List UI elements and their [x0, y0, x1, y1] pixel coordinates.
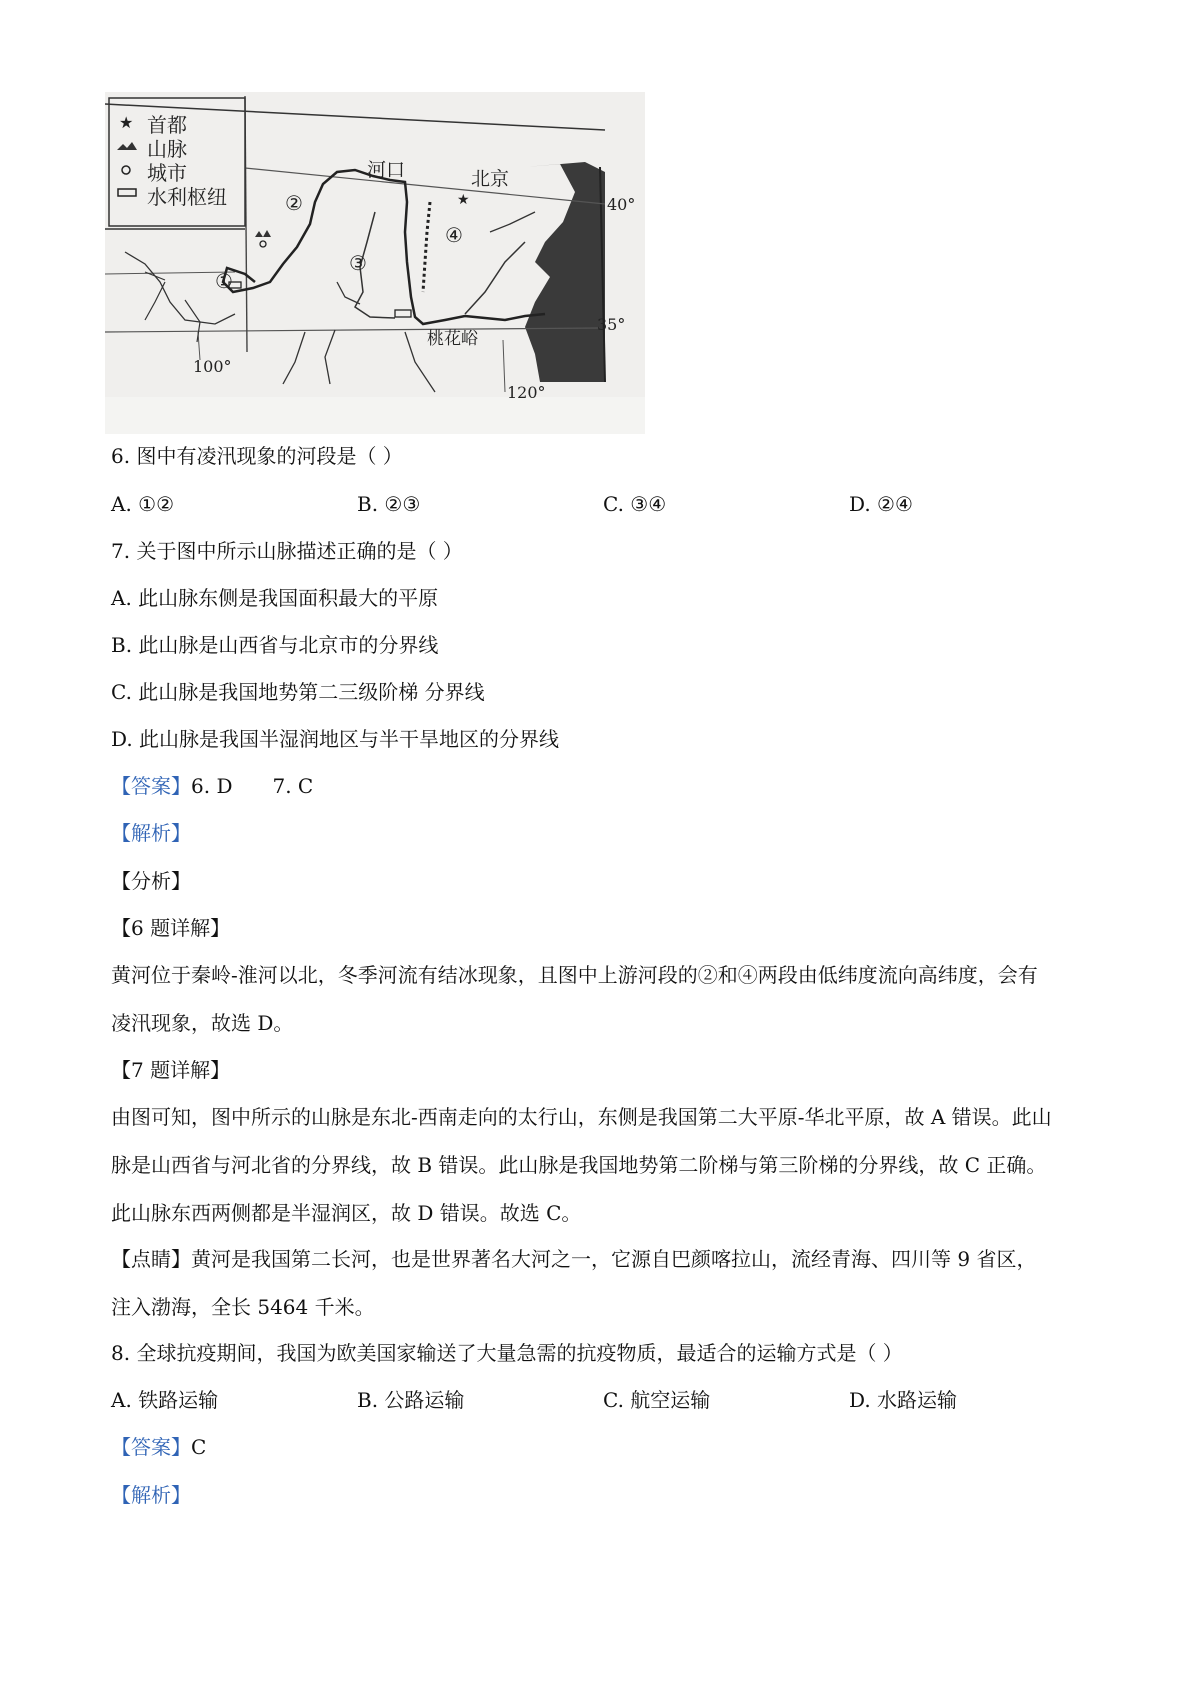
label-section-1: ①	[215, 269, 233, 293]
q6-option-d: D. ②④	[849, 492, 913, 516]
q6-option-b: B. ②③	[357, 492, 421, 516]
label-lat40: 40°	[607, 195, 636, 214]
q7-detail-line: 脉是山西省与河北省的分界线，故 B 错误。此山脉是我国地势第二阶梯与第三阶梯的分界线，故 C 正确。	[111, 1153, 1047, 1177]
dianjing-text	[111, 1235, 1097, 1331]
answer2-value: C	[191, 1435, 207, 1459]
q7-detail-text	[111, 1093, 1097, 1237]
svg-text:★: ★	[457, 192, 470, 208]
q7-stem: 7. 关于图中所示山脉描述正确的是（ ）	[111, 539, 463, 563]
q6-detail-tag: 【6 题详解】	[111, 916, 231, 940]
q7-detail-line: 此山脉东西两侧都是半湿润区，故 D 错误。故选 C。	[111, 1201, 582, 1225]
dianjing-line-1: 黄河是我国第二长河，也是世界著名大河之一，它源自巴颜喀拉山，流经青海、四川等 9 省区，	[191, 1247, 1037, 1271]
dianjing-tag: 【点睛】	[111, 1247, 191, 1271]
dianjing-line-2: 注入渤海，全长 5464 千米。	[111, 1295, 375, 1319]
legend-city-label: 城市	[147, 161, 187, 185]
q6-option-c: C. ③④	[603, 492, 667, 516]
analysis-tag: 【解析】	[111, 821, 191, 845]
q7-option-a: A. 此山脉东侧是我国面积最大的平原	[111, 586, 439, 610]
label-lat35: 35°	[597, 315, 626, 334]
label-section-4: ④	[445, 223, 463, 247]
q6-stem: 6. 图中有凌汛现象的河段是（ ）	[111, 444, 403, 468]
dianjing-line	[111, 1235, 1097, 1283]
legend-dam-label: 水利枢纽	[147, 185, 227, 209]
answer-7: 7. C	[272, 774, 314, 798]
q8-option-c: C. 航空运输	[603, 1388, 711, 1412]
answer-tag: 【答案】	[111, 774, 191, 798]
q8-option-b: B. 公路运输	[357, 1388, 465, 1412]
analysis2-tag: 【解析】	[111, 1483, 191, 1507]
q8-stem: 8. 全球抗疫期间，我国为欧美国家输送了大量急需的抗疫物质，最适合的运输方式是（ ）	[111, 1341, 903, 1365]
q6-detail-text	[111, 951, 1097, 1047]
answer-line	[111, 774, 313, 798]
legend-mountain-label: 山脉	[147, 137, 187, 161]
answer2-line	[111, 1435, 206, 1459]
label-section-2: ②	[285, 191, 303, 215]
q6-detail-line: 凌汛现象，故选 D。	[111, 1011, 294, 1035]
answer-6: 6. D	[191, 774, 233, 798]
q7-option-c: C. 此山脉是我国地势第二三级阶梯 分界线	[111, 680, 485, 704]
q7-option-b: B. 此山脉是山西省与北京市的分界线	[111, 633, 439, 657]
label-lon120: 120°	[507, 383, 546, 402]
q7-detail-tag: 【7 题详解】	[111, 1058, 231, 1082]
legend-capital-label: 首都	[147, 113, 187, 137]
label-beijing: 北京	[471, 168, 510, 190]
answer2-tag: 【答案】	[111, 1435, 191, 1459]
label-taohuayu: 桃花峪	[427, 329, 478, 349]
q7-detail-line: 由图可知，图中所示的山脉是东北-西南走向的太行山，东侧是我国第二大平原-华北平原，故 A 错误。此山	[111, 1105, 1052, 1129]
q6-detail-line: 黄河位于秦岭-淮河以北，冬季河流有结冰现象，且图中上游河段的②和④两段由低纬度流向高纬度，会有	[111, 963, 1038, 987]
label-lon100: 100°	[193, 357, 232, 376]
label-hekou: 河口	[367, 159, 406, 181]
q8-option-d: D. 水路运输	[849, 1388, 958, 1412]
yellow-river-map	[105, 92, 645, 434]
label-section-3: ③	[349, 251, 367, 275]
svg-text:★: ★	[119, 113, 134, 132]
fenxi-tag: 【分析】	[111, 869, 191, 893]
q8-option-a: A. 铁路运输	[111, 1388, 219, 1412]
q6-option-a: A. ①②	[111, 492, 175, 516]
q7-option-d: D. 此山脉是我国半湿润地区与半干旱地区的分界线	[111, 727, 560, 751]
